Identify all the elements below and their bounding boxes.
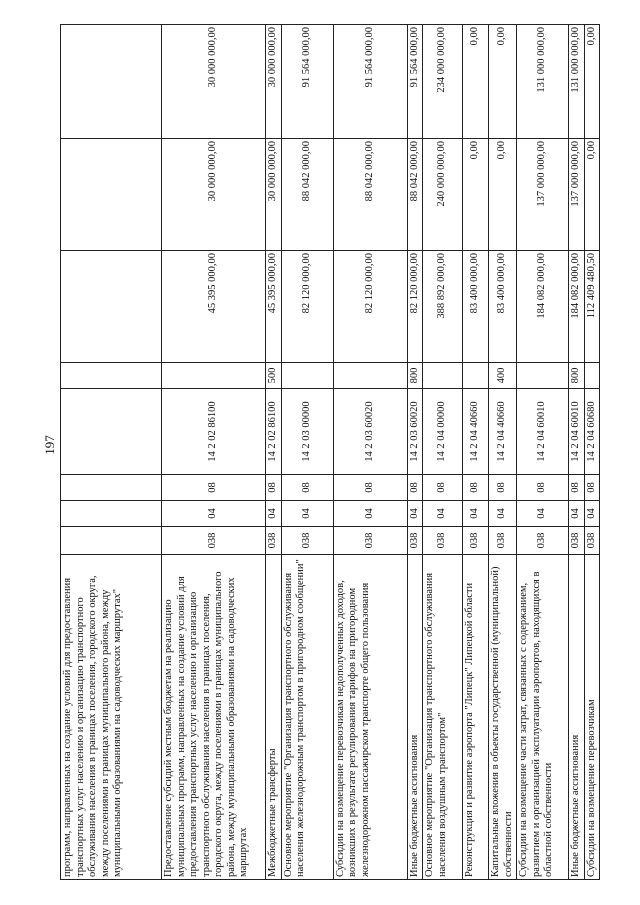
row-name-cell: Субсидии на возмещение перевозчикам	[584, 555, 600, 880]
grbs-code-cell: 038	[281, 527, 333, 555]
amount-year1-cell: 45 395 000,00	[162, 251, 266, 363]
subsection-code-cell: 08	[489, 475, 517, 501]
grbs-code-cell: 038	[489, 527, 517, 555]
row-name-cell: Иные бюджетные ассигнования	[407, 555, 423, 880]
amount-year3-cell: 30 000 000,00	[266, 25, 282, 139]
target-article-cell: 14 2 04 60680	[584, 389, 600, 475]
amount-year3-cell: 131 000 000,00	[569, 25, 585, 139]
amount-year3-cell: 0,00	[584, 25, 600, 139]
row-name-cell: Субсидии на возмещение перевозчикам недополученных доходов, возникших в результате регулирования тарифов на пригородном железнодорожном пассажирском транспорте общего пользования	[333, 555, 407, 880]
row-name-cell: Иные бюджетные ассигнования	[569, 555, 585, 880]
subsection-code-cell: 08	[162, 475, 266, 501]
grbs-code-cell: 038	[463, 527, 489, 555]
table-row	[584, 25, 600, 880]
subsection-code-cell: 08	[584, 475, 600, 501]
rotated-table-container	[60, 25, 595, 880]
table-row	[423, 25, 463, 880]
amount-year1-cell: 45 395 000,00	[266, 251, 282, 363]
amount-year1-cell: 82 120 000,00	[281, 251, 333, 363]
budget-table	[60, 24, 600, 880]
expense-type-cell	[61, 363, 162, 389]
budget-table-body	[61, 25, 600, 880]
amount-year3-cell: 0,00	[463, 25, 489, 139]
expense-type-cell	[333, 363, 407, 389]
amount-year3-cell: 91 564 000,00	[333, 25, 407, 139]
amount-year1-cell: 83 400 000,00	[489, 251, 517, 363]
section-code-cell: 04	[463, 501, 489, 527]
table-row	[162, 25, 266, 880]
section-code-cell: 04	[333, 501, 407, 527]
row-name-cell: Субсидии на возмещение части затрат, связанных с содержанием, развитием и организацией эксплуатации аэропортов, находящихся в областной собственности	[517, 555, 569, 880]
expense-type-cell: 500	[266, 363, 282, 389]
target-article-cell	[61, 389, 162, 475]
table-row	[266, 25, 282, 880]
expense-type-cell	[162, 363, 266, 389]
expense-type-cell	[517, 363, 569, 389]
grbs-code-cell: 038	[517, 527, 569, 555]
subsection-code-cell: 08	[333, 475, 407, 501]
subsection-code-cell: 08	[407, 475, 423, 501]
amount-year3-cell: 30 000 000,00	[162, 25, 266, 139]
amount-year3-cell: 234 000 000,00	[423, 25, 463, 139]
target-article-cell: 14 2 02 86100	[162, 389, 266, 475]
row-name-cell: Межбюджетные трансферты	[266, 555, 282, 880]
amount-year2-cell: 30 000 000,00	[266, 139, 282, 251]
row-name-cell: Капитальные вложения в объекты государственной (муниципальной) собственности	[489, 555, 517, 880]
target-article-cell: 14 2 04 40660	[489, 389, 517, 475]
grbs-code-cell: 038	[584, 527, 600, 555]
amount-year2-cell	[61, 139, 162, 251]
amount-year1-cell: 82 120 000,00	[333, 251, 407, 363]
section-code-cell: 04	[407, 501, 423, 527]
expense-type-cell	[423, 363, 463, 389]
section-code-cell	[61, 501, 162, 527]
target-article-cell: 14 2 03 60020	[333, 389, 407, 475]
subsection-code-cell: 08	[266, 475, 282, 501]
row-name-cell: Реконструкция и развитие аэропорта "Липецк" Липецкой области	[463, 555, 489, 880]
subsection-code-cell	[61, 475, 162, 501]
table-row	[281, 25, 333, 880]
table-row	[463, 25, 489, 880]
section-code-cell: 04	[517, 501, 569, 527]
subsection-code-cell: 08	[423, 475, 463, 501]
grbs-code-cell: 038	[333, 527, 407, 555]
grbs-code-cell	[61, 527, 162, 555]
amount-year3-cell: 0,00	[489, 25, 517, 139]
subsection-code-cell: 08	[281, 475, 333, 501]
target-article-cell: 14 2 04 60010	[569, 389, 585, 475]
amount-year2-cell: 30 000 000,00	[162, 139, 266, 251]
expense-type-cell: 400	[489, 363, 517, 389]
target-article-cell: 14 2 04 60010	[517, 389, 569, 475]
expense-type-cell: 800	[569, 363, 585, 389]
amount-year2-cell: 137 000 000,00	[517, 139, 569, 251]
amount-year1-cell	[61, 251, 162, 363]
row-name-cell: Основное мероприятие "Организация транспортного обслуживания населения воздушным транспортом"	[423, 555, 463, 880]
table-row	[517, 25, 569, 880]
grbs-code-cell: 038	[569, 527, 585, 555]
row-name-cell: Предоставление субсидий местным бюджетам на реализацию муниципальных программ, направленных на создание условий для предоставления транспортных услуг населению и организацию транспортного обслуживания населения в границах поселения, городского округа, между поселениями в границах муниципального района, между муниципальными образованиями на садоводческих маршрутах	[162, 555, 266, 880]
row-name-cell: Основное мероприятие "Организация транспортного обслуживания населения железнодорожным транспортом в пригородном сообщении"	[281, 555, 333, 880]
section-code-cell: 04	[266, 501, 282, 527]
expense-type-cell	[463, 363, 489, 389]
amount-year2-cell: 88 042 000,00	[333, 139, 407, 251]
table-row	[569, 25, 585, 880]
grbs-code-cell: 038	[266, 527, 282, 555]
amount-year1-cell: 83 400 000,00	[463, 251, 489, 363]
amount-year2-cell: 88 042 000,00	[281, 139, 333, 251]
section-code-cell: 04	[584, 501, 600, 527]
section-code-cell: 04	[162, 501, 266, 527]
table-row	[333, 25, 407, 880]
amount-year2-cell: 0,00	[489, 139, 517, 251]
table-row	[407, 25, 423, 880]
expense-type-cell	[281, 363, 333, 389]
amount-year2-cell: 137 000 000,00	[569, 139, 585, 251]
grbs-code-cell: 038	[162, 527, 266, 555]
amount-year1-cell: 388 892 000,00	[423, 251, 463, 363]
expense-type-cell: 800	[407, 363, 423, 389]
subsection-code-cell: 08	[569, 475, 585, 501]
expense-type-cell	[584, 363, 600, 389]
amount-year3-cell: 131 000 000,00	[517, 25, 569, 139]
target-article-cell: 14 2 04 40660	[463, 389, 489, 475]
grbs-code-cell: 038	[423, 527, 463, 555]
amount-year3-cell: 91 564 000,00	[281, 25, 333, 139]
amount-year1-cell: 184 082 000,00	[569, 251, 585, 363]
amount-year3-cell: 91 564 000,00	[407, 25, 423, 139]
amount-year2-cell: 240 000 000,00	[423, 139, 463, 251]
grbs-code-cell: 038	[407, 527, 423, 555]
amount-year1-cell: 112 409 480,50	[584, 251, 600, 363]
amount-year2-cell: 0,00	[463, 139, 489, 251]
target-article-cell: 14 2 02 86100	[266, 389, 282, 475]
row-name-cell: программ, направленных на создание условий для предоставления транспортных услуг населению и организацию транспортного обслуживания населения в границах поселения, городского округа, между поселениями в границах муниципального района, между муниципальными образованиями на садоводческих маршрутах"	[61, 555, 162, 880]
amount-year1-cell: 82 120 000,00	[407, 251, 423, 363]
amount-year3-cell	[61, 25, 162, 139]
rotated-table-wrapper	[60, 25, 595, 880]
target-article-cell: 14 2 03 60020	[407, 389, 423, 475]
subsection-code-cell: 08	[517, 475, 569, 501]
section-code-cell: 04	[423, 501, 463, 527]
target-article-cell: 14 2 04 00000	[423, 389, 463, 475]
table-row	[61, 25, 162, 880]
amount-year1-cell: 184 082 000,00	[517, 251, 569, 363]
page-number: 197	[42, 435, 57, 455]
amount-year2-cell: 88 042 000,00	[407, 139, 423, 251]
table-row	[489, 25, 517, 880]
amount-year2-cell: 0,00	[584, 139, 600, 251]
section-code-cell: 04	[281, 501, 333, 527]
target-article-cell: 14 2 03 00000	[281, 389, 333, 475]
subsection-code-cell: 08	[463, 475, 489, 501]
section-code-cell: 04	[489, 501, 517, 527]
section-code-cell: 04	[569, 501, 585, 527]
